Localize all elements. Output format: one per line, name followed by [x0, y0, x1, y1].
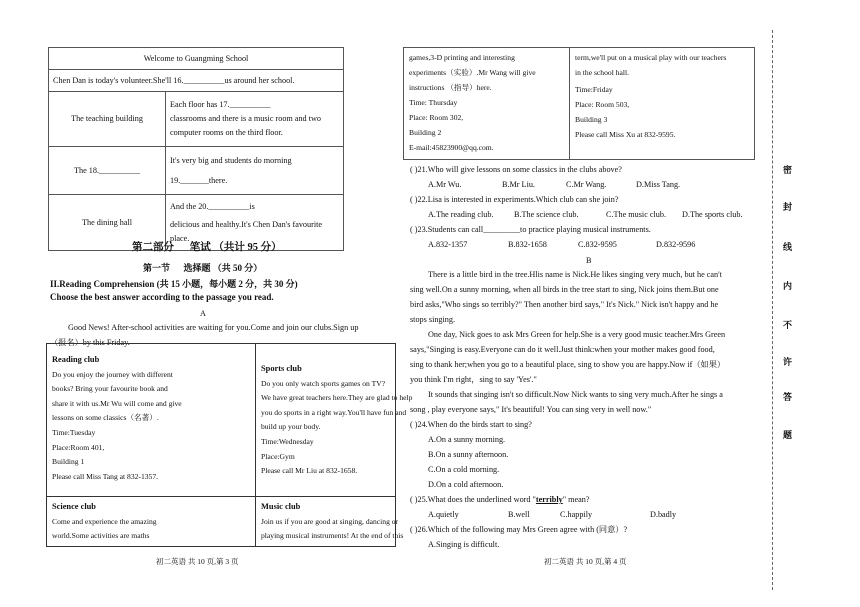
question-21: ( )21.Who will give lessons on some classics in the clubs above?	[410, 165, 622, 174]
club-line: Time:Friday	[575, 85, 613, 94]
part-title: 第二部分 笔试 （共计 95 分）	[132, 242, 282, 253]
row-line: place.	[170, 233, 190, 243]
reading-title: II.Reading Comprehension (共 15 小题，每小题 2 分，共 30 分)	[50, 279, 298, 289]
club-line: Time:Wednesday	[261, 436, 314, 446]
club-line: Place: Room 302,	[409, 113, 464, 122]
passage-b-line: sing to thank her;when you go to a beautiful place, sing to show you are happy.Now if（如果）	[410, 360, 726, 369]
club-line: in the school hall.	[575, 68, 629, 77]
row-line: It's very big and students do morning	[170, 155, 292, 165]
divider	[47, 496, 395, 497]
stem-text: " mean?	[562, 495, 590, 504]
club-line: world.Some activities are maths	[52, 531, 150, 541]
passage-b-line: stops singing.	[410, 315, 456, 324]
club-line: instructions （指导）here.	[409, 83, 492, 92]
option: C.On a cold morning.	[428, 465, 500, 474]
row-label: The 18.__________	[49, 147, 166, 195]
binding-char: 内	[783, 281, 793, 291]
option: D.Miss Tang.	[636, 180, 681, 189]
club-line: Please call Mr Liu at 832-1658.	[261, 466, 358, 476]
option: C.happily	[560, 510, 593, 519]
instruction: Choose the best answer according to the passage you read.	[50, 292, 274, 302]
club-line: Time: Thursday	[409, 98, 458, 107]
music-continued	[570, 48, 755, 160]
page-footer-right: 初二英语 共 10 页,第 4 页	[544, 557, 627, 566]
option: A.quietly	[428, 510, 459, 519]
passage-b-label: B	[586, 256, 592, 265]
science-continued	[404, 48, 570, 160]
passage-b-line: says,"Singing is easy.Everyone can do it well.Just think:when your mother makes good food,	[410, 345, 715, 354]
club-line: Place: Room 503,	[575, 100, 630, 109]
passage-b-line: It sounds that singing isn't so difficult.Now Nick wants to sing very much.After he sings a	[428, 390, 723, 399]
row-line: delicious and healthy.It's Chen Dan's favourite	[170, 219, 323, 229]
binding-char: 许	[783, 357, 793, 367]
passage-b-line: you think I'm right，sing to say 'Yes'."	[410, 375, 537, 384]
stem-text: ( )25.What does the underlined word "	[410, 495, 536, 504]
binding-char: 题	[783, 430, 793, 440]
binding-char: 答	[783, 392, 793, 402]
reading-club	[52, 353, 250, 484]
question-22: ( )22.Lisa is interested in experiments.Which club can she join?	[410, 195, 619, 204]
question-23: ( )23.Students can call_________to practice playing musical instruments.	[410, 225, 651, 234]
row-line: Each floor has 17.__________	[170, 100, 271, 109]
option: A.The reading club.	[428, 210, 494, 219]
club-line: books? Bring your favourite book and	[52, 384, 168, 394]
question-26: ( )26.Which of the following may Mrs Green agree with (同意）?	[410, 525, 628, 534]
binding-dashed-line	[772, 30, 774, 590]
club-line: Building 3	[575, 115, 608, 124]
row-label: The teaching building	[49, 92, 166, 147]
row-content	[166, 147, 344, 195]
option: D.The sports club.	[682, 210, 743, 219]
passage-b-line: There is a little bird in the tree.Hlis name is Nick.He likes singing very much, but he can't	[428, 270, 722, 279]
clubs-continued-table	[403, 47, 755, 160]
row-line: computer rooms on the third floor.	[170, 128, 283, 137]
clubs-grid	[46, 343, 413, 547]
binding-char: 线	[783, 242, 793, 252]
club-title: Sports club	[261, 364, 302, 373]
club-line: lessons on some classics（名著）.	[52, 413, 159, 423]
club-line: Building 2	[409, 128, 442, 137]
underlined-word: terribly	[535, 495, 563, 504]
club-line: Come and experience the amazing	[52, 516, 157, 526]
passage-b-line: bird asks,"Who sings so terribly?" Then another bird says," It's Nick." Nick isn't happy and he	[410, 300, 719, 309]
club-line: E-mail:45823900@qq.com.	[409, 143, 494, 152]
club-line: Join us if you are good at singing, dancing or	[261, 516, 399, 526]
page-footer-left: 初二英语 共 10 页,第 3 页	[156, 557, 239, 566]
passage-intro-line: （报名）by this Friday.	[50, 338, 130, 347]
club-line: experiments（实验）.Mr Wang will give	[409, 68, 536, 77]
option: B.The science club.	[514, 210, 579, 219]
sports-club	[261, 362, 413, 479]
welcome-title: Welcome to Guangming School	[49, 48, 344, 70]
question-24: ( )24.When do the birds start to sing?	[410, 420, 532, 429]
option: C.The music club.	[606, 210, 667, 219]
option: C.Mr Wang.	[566, 180, 607, 189]
option: A.On a sunny morning.	[428, 435, 506, 444]
club-line: Time:Tuesday	[52, 427, 96, 437]
option: B.832-1658	[508, 240, 547, 249]
option: B.well	[508, 510, 530, 519]
club-line: Building 1	[52, 457, 85, 467]
option: C.832-9595	[578, 240, 617, 249]
option: A.832-1357	[428, 240, 468, 249]
row-content	[166, 92, 344, 147]
question-25	[410, 492, 590, 507]
club-title: Science club	[52, 502, 96, 511]
row-line: classrooms and there is a music room and two	[170, 114, 321, 123]
row-line: 19._______there.	[170, 175, 228, 185]
welcome-intro: Chen Dan is today's volunteer.She'll 16.__________us around her school.	[49, 70, 344, 92]
passage-b-line: song , play everyone says," It's beautiful! You can sing very in well now."	[410, 405, 652, 414]
club-line: Do you enjoy the journey with different	[52, 369, 173, 379]
club-line: games,3-D printing and interesting	[409, 53, 515, 62]
section-title: 第一节 选择题 （共 50 分）	[143, 263, 263, 273]
music-club	[261, 500, 404, 544]
row-label: The dining hall	[49, 195, 166, 251]
binding-char: 密	[783, 165, 793, 175]
club-line: Please call Miss Xu at 832-9595.	[575, 130, 676, 139]
option: D.832-9596	[656, 240, 696, 249]
binding-char: 不	[783, 320, 793, 330]
club-line: Place:Gym	[261, 451, 295, 461]
science-club	[52, 500, 250, 544]
option: A.Singing is difficult.	[428, 540, 500, 549]
option: B.On a sunny afternoon.	[428, 450, 509, 459]
passage-b-line: sing well.On a sunny morning, when all birds in the tree start to sing, Nick joins them.But one	[410, 285, 719, 294]
binding-char: 封	[783, 202, 793, 212]
option: B.Mr Liu.	[502, 180, 535, 189]
passage-label: A	[200, 309, 206, 318]
option: D.On a cold afternoon.	[428, 480, 504, 489]
welcome-table	[48, 47, 344, 251]
club-line: Please call Miss Tang at 832-1357.	[52, 471, 159, 481]
passage-b-line: One day, Nick goes to ask Mrs Green for help.She is a very good music teacher.Mrs Green	[428, 330, 726, 339]
club-line: share it with us.Mr Wu will come and give	[52, 398, 182, 408]
club-line: We have great teachers here.They are glad to help	[261, 393, 413, 403]
divider	[255, 344, 256, 546]
option: A.Mr Wu.	[428, 180, 462, 189]
club-title: Reading club	[52, 355, 100, 364]
club-line: term,we'll put on a musical play with our teachers	[575, 53, 727, 62]
club-line: Place:Room 401,	[52, 442, 105, 452]
club-line: playing musical instruments! At the end of this	[261, 531, 404, 541]
option: D.badly	[650, 510, 677, 519]
row-line: And the 20.__________is	[170, 201, 255, 211]
club-title: Music club	[261, 502, 301, 511]
club-line: you do sports in a right way.You'll have fun and	[261, 407, 407, 417]
club-line: build up your body.	[261, 422, 321, 432]
passage-intro-line: Good News! After-school activities are waiting for you.Come and join our clubs.Sign up	[68, 323, 359, 332]
club-line: Do you only watch sports games on TV?	[261, 378, 386, 388]
